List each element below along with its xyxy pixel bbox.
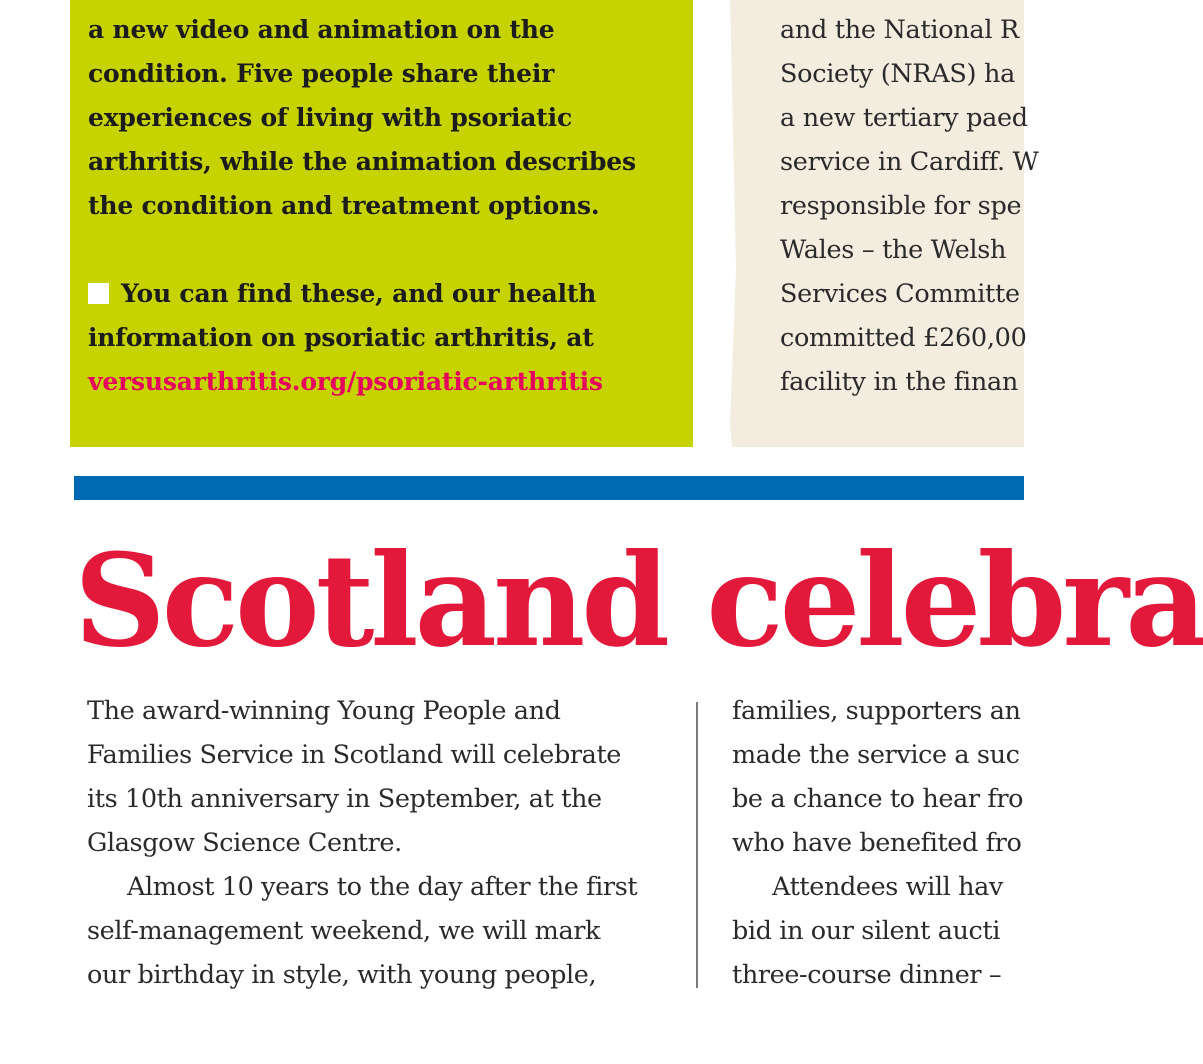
side-story-line: Services Committe: [780, 279, 1020, 309]
article-body-line: Glasgow Science Centre.: [87, 828, 402, 858]
article-body-line: three-course dinner –: [732, 960, 1002, 990]
side-story-line: a new tertiary paed: [780, 103, 1028, 133]
article-body-line: families, supporters an: [732, 696, 1021, 726]
article-body-line: Attendees will hav: [772, 872, 1003, 902]
feature-note-line: information on psoriatic arthritis, at: [88, 323, 594, 352]
article-headline: Scotland celebra: [74, 526, 1203, 675]
feature-text-line: experiences of living with psoriatic: [88, 103, 572, 132]
article-body-line: be a chance to hear fro: [732, 784, 1024, 814]
article-body-line: made the service a suc: [732, 740, 1020, 770]
feature-text-line: the condition and treatment options.: [88, 191, 600, 220]
article-body-line: Almost 10 years to the day after the first: [127, 872, 638, 902]
side-story-line: Society (NRAS) ha: [780, 59, 1016, 89]
side-story-line: responsible for spe: [780, 191, 1022, 221]
feature-text-line: arthritis, while the animation describes: [88, 147, 636, 176]
feature-text-line: a new video and animation on the: [88, 15, 555, 44]
psoriatic-arthritis-link[interactable]: versusarthritis.org/psoriatic-arthritis: [88, 367, 603, 396]
column-divider: [696, 702, 698, 988]
feature-note-line: [88, 272, 596, 316]
square-bullet-icon: [88, 283, 109, 304]
article-body-line: Families Service in Scotland will celebrate: [87, 740, 622, 770]
side-story-line: committed £260,00: [780, 323, 1027, 353]
article-body-line: our birthday in style, with young people,: [87, 960, 597, 990]
article-body-line: bid in our silent aucti: [732, 916, 1001, 946]
article-body-line: its 10th anniversary in September, at the: [87, 784, 602, 814]
side-story-line: service in Cardiff. W: [780, 147, 1039, 177]
side-story-line: Wales – the Welsh: [780, 235, 1007, 265]
feature-text-line: condition. Five people share their: [88, 59, 555, 88]
side-story-line: facility in the finan: [780, 367, 1019, 397]
article-body-line: The award-winning Young People and: [87, 696, 561, 726]
article-body-line: who have benefited fro: [732, 828, 1022, 858]
feature-note-text: You can find these, and our health: [121, 279, 597, 308]
section-divider: [74, 476, 1024, 500]
side-story-line: and the National R: [780, 15, 1019, 45]
article-body-line: self-management weekend, we will mark: [87, 916, 601, 946]
